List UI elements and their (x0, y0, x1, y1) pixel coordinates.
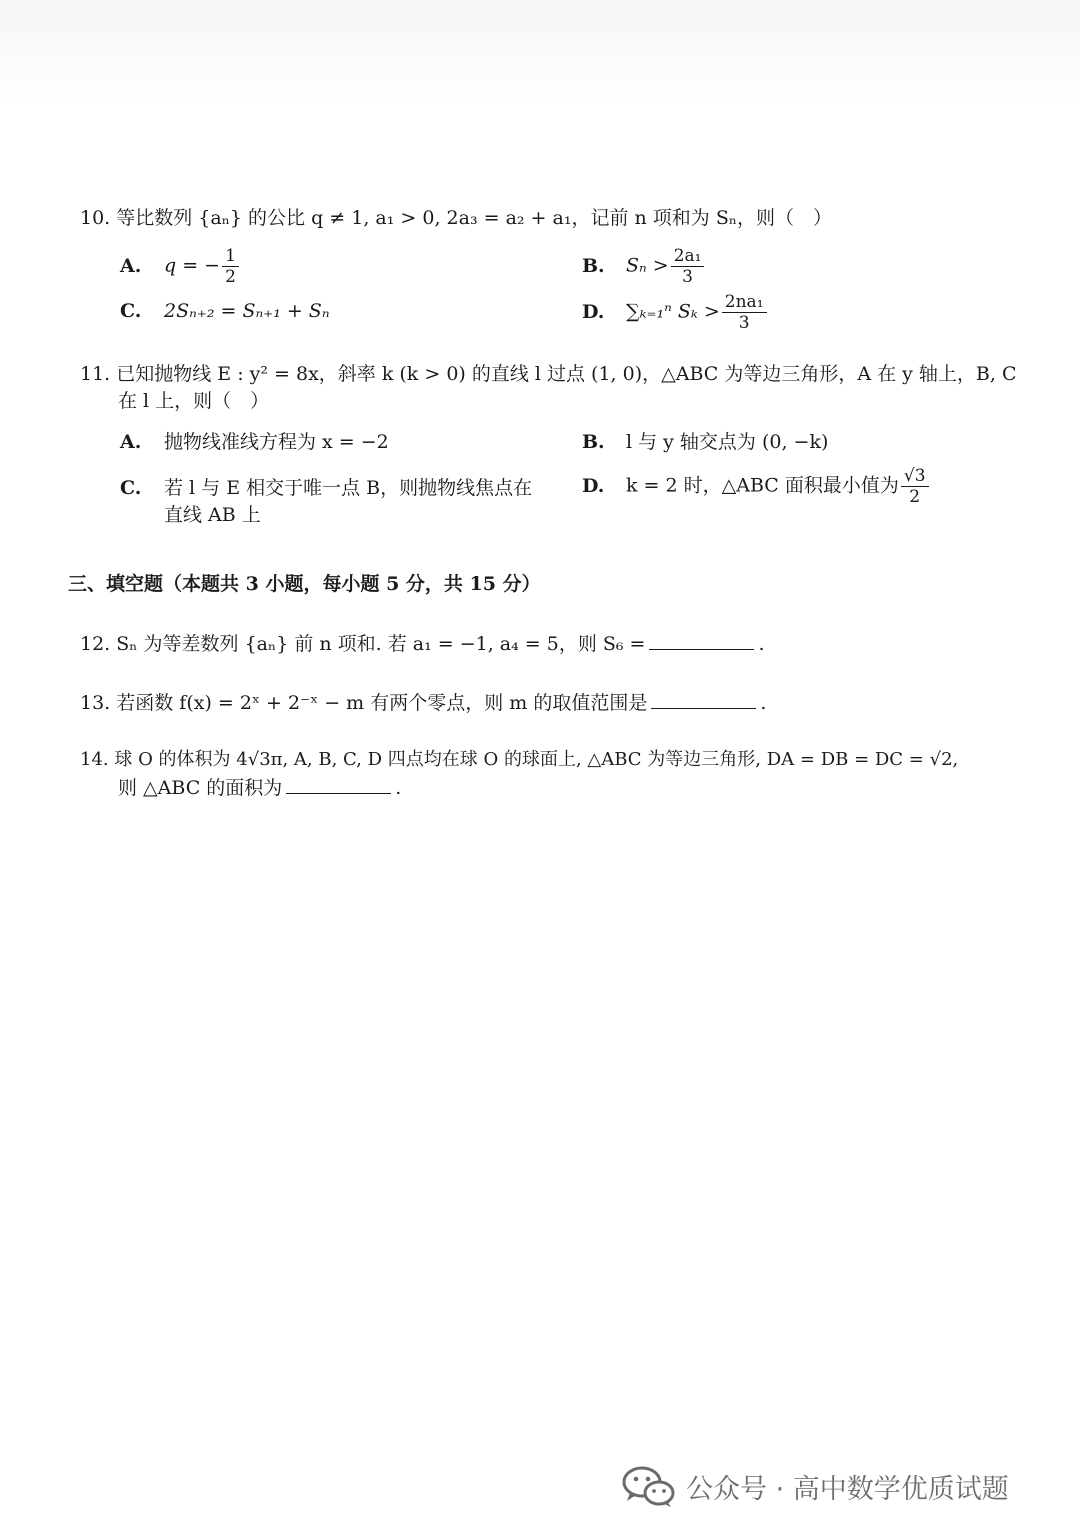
q10-option-d (582, 292, 769, 333)
q13-text: 13. 若函数 f(x) = 2ˣ + 2⁻ˣ − m 有两个零点，则 m 的取值范围是 (80, 692, 648, 714)
q11-b-label: B. (582, 431, 605, 453)
q11-d-numerator: √3 (901, 466, 929, 487)
q11-a-text: 抛物线准线方程为 x = −2 (164, 431, 389, 453)
q13 (80, 689, 766, 717)
q10-d-expr: ∑ₖ₌₁ⁿ Sₖ > (626, 300, 720, 323)
section-title: 三、填空题（本题共 3 小题，每小题 5 分，共 15 分） (68, 573, 541, 595)
q10-a-fraction (222, 246, 239, 287)
q11-c-text1: 若 l 与 E 相交于唯一点 B，则抛物线焦点在 (164, 477, 533, 499)
q10-d-numerator: 2na₁ (722, 292, 767, 313)
q10-a-denominator: 2 (225, 267, 236, 287)
q14-answer-blank[interactable] (286, 775, 391, 794)
q11-option-a (120, 428, 389, 456)
wechat-icon (620, 1463, 678, 1509)
q12-end: . (758, 633, 765, 655)
q13-answer-blank[interactable] (651, 690, 756, 709)
q10-option-b (582, 246, 706, 287)
q10-stem: 10. 等比数列 {aₙ} 的公比 q ≠ 1, a₁ > 0, 2a₃ = a₂ + a₁，记前 n 项和为 Sₙ，则（ ） (80, 207, 833, 229)
q11-stem-line2: 在 l 上，则（ ） (118, 390, 270, 412)
q11-d-fraction (901, 466, 929, 507)
q10-d-label: D. (582, 300, 605, 323)
q11-c-label: C. (120, 477, 142, 499)
q10-a-label: A. (120, 254, 142, 277)
q11-option-c (120, 474, 532, 502)
watermark (620, 1463, 1009, 1509)
q11-a-label: A. (120, 431, 142, 453)
q11-b-text: l 与 y 轴交点为 (0, −k) (626, 431, 829, 453)
q12 (80, 630, 765, 658)
q10-c-expr: 2Sₙ₊₂ = Sₙ₊₁ + Sₙ (164, 300, 330, 322)
q10-b-fraction (671, 246, 705, 287)
q10-d-fraction (722, 292, 767, 333)
q10-b-numerator: 2a₁ (671, 246, 705, 267)
q14-line1: 14. 球 O 的体积为 4√3π, A, B, C, D 四点均在球 O 的球面上, △ABC 为等边三角形, DA = DB = DC = √2, (80, 749, 959, 770)
q10-option-c (120, 297, 330, 325)
q12-answer-blank[interactable] (649, 631, 754, 650)
watermark-text: 公众号 · 高中数学优质试题 (686, 1473, 1009, 1505)
q10-b-expr: Sₙ > (626, 254, 669, 277)
q10-option-a (120, 246, 241, 287)
q11-stem-line1: 11. 已知抛物线 E : y² = 8x，斜率 k (k > 0) 的直线 l 过点 (1, 0)，△ABC 为等边三角形，A 在 y 轴上，B, C (80, 363, 1017, 385)
q11-c-text2: 直线 AB 上 (164, 504, 261, 526)
q10-d-denominator: 3 (738, 313, 750, 333)
q11-option-b (582, 428, 828, 456)
q11-d-denominator: 2 (909, 487, 921, 507)
q10-b-denominator: 3 (682, 267, 693, 287)
q10-a-expr: q = − (164, 254, 221, 277)
q10-a-numerator: 1 (222, 246, 239, 267)
q11-option-d (582, 466, 931, 507)
q14-text: 则 △ABC 的面积为 (118, 777, 283, 799)
q14-end: . (395, 777, 402, 799)
q11-d-text: k = 2 时，△ABC 面积最小值为 (626, 474, 899, 497)
q14-line2 (118, 774, 401, 802)
q13-end: . (760, 692, 767, 714)
q12-text: 12. Sₙ 为等差数列 {aₙ} 前 n 项和. 若 a₁ = −1, a₄ = 5，则 S₆ = (80, 633, 646, 655)
q11-d-label: D. (582, 474, 605, 497)
q10-b-label: B. (582, 254, 605, 277)
q10-c-label: C. (120, 300, 142, 322)
top-shadow (0, 0, 1080, 110)
